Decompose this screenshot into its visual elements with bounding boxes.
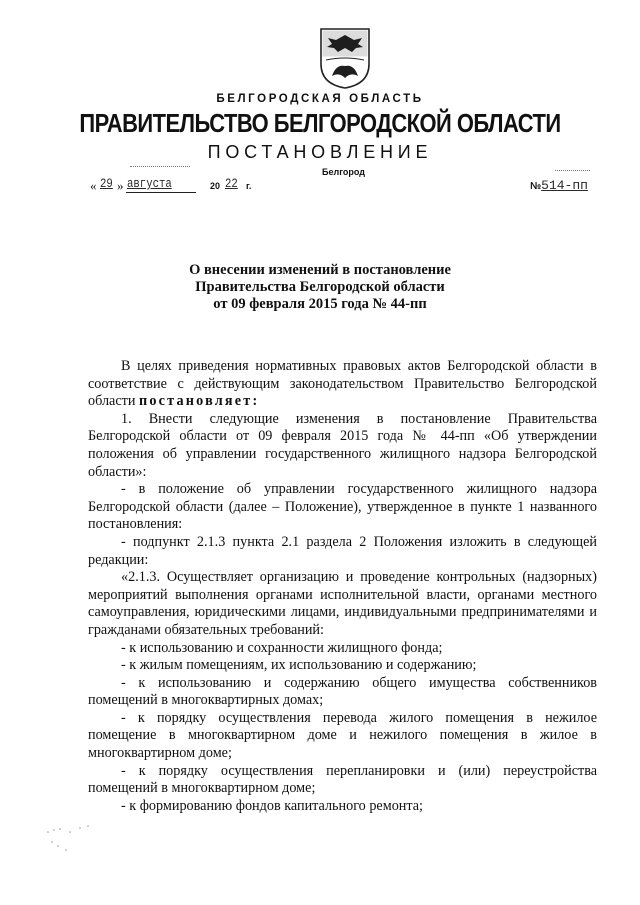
document-body — [88, 358, 597, 815]
government-name: ПРАВИТЕЛЬСТВО БЕЛГОРОДСКОЙ ОБЛАСТИ — [79, 110, 561, 138]
date-year-prefix: 20 — [210, 181, 221, 191]
region-name: БЕЛГОРОДСКАЯ ОБЛАСТЬ — [216, 93, 424, 105]
coat-of-arms-icon — [318, 26, 372, 90]
title-line: от 09 февраля 2015 года № 44-пп — [213, 296, 427, 312]
list-item: - к использованию и сохранности жилищного фонда; — [121, 639, 443, 656]
document-title — [0, 262, 640, 313]
paragraph: 1. Внести следующие изменения в постановление Правительства Белгородской области от 09 февраля 2015 года № 44-пп «Об утверждении положения об управлении государственного жилищного надзора Белгородской области»: — [88, 410, 597, 480]
paragraph — [88, 358, 597, 411]
title-line: О внесении изменений в постановление — [189, 262, 451, 278]
signing-date — [90, 176, 260, 198]
faint-margin-marks — [40, 820, 120, 860]
list-item: - к жилым помещениям, их использованию и содержанию; — [121, 657, 477, 674]
number-prefix: № — [530, 181, 542, 192]
title-line: Правительства Белгородской области — [195, 279, 445, 295]
list-item: - к формированию фондов капитального ремонта; — [121, 797, 423, 814]
document-type: ПОСТАНОВЛЕНИЕ — [207, 142, 433, 162]
date-underline — [126, 192, 196, 193]
faint-mark — [555, 169, 590, 171]
date-suffix: г. — [246, 181, 252, 191]
list-item: - к порядку осуществления перепланировки и (или) переустройства помещений в многоквартирном доме; — [88, 762, 597, 797]
number-value: 514-пп — [541, 178, 588, 193]
paragraph: - подпункт 2.1.3 пункта 2.1 раздела 2 Положения изложить в следующей редакции: — [88, 533, 597, 568]
date-quote-close: » — [117, 178, 124, 193]
date-quote-open: « — [90, 178, 97, 193]
date-year-suffix: 22 — [225, 176, 238, 191]
city-name: Белгород — [322, 167, 365, 177]
paragraph: - в положение об управлении государственного жилищного надзора Белгородской области (далее – Положение), утвержденное в пункте 1 названного постановления: — [88, 481, 597, 533]
date-month: августа — [127, 176, 172, 191]
list-item: - к использованию и содержанию общего имущества собственников помещений в многоквартирных домах; — [88, 674, 597, 709]
paragraph-text: В целях приведения нормативных правовых актов Белгородской области в соответствие с действующим законодательством Правительство Белгородской области — [88, 358, 597, 410]
list-item: - к порядку осуществления перевода жилого помещения в нежилое помещение в многоквартирном доме и нежилого помещения в жилое в многоквартирном доме; — [88, 709, 597, 762]
document-number — [530, 178, 588, 193]
date-day: 29 — [100, 176, 113, 191]
resolves-word: постановляет: — [138, 393, 260, 410]
faint-mark — [130, 165, 190, 167]
paragraph: «2.1.3. Осуществляет организацию и проведение контрольных (надзорных) мероприятий выполнения органами исполнительной власти, органами местного самоуправления, юридическими лицами, индивидуальными предпринимателями и гражданами обязательных требований: — [88, 569, 597, 638]
